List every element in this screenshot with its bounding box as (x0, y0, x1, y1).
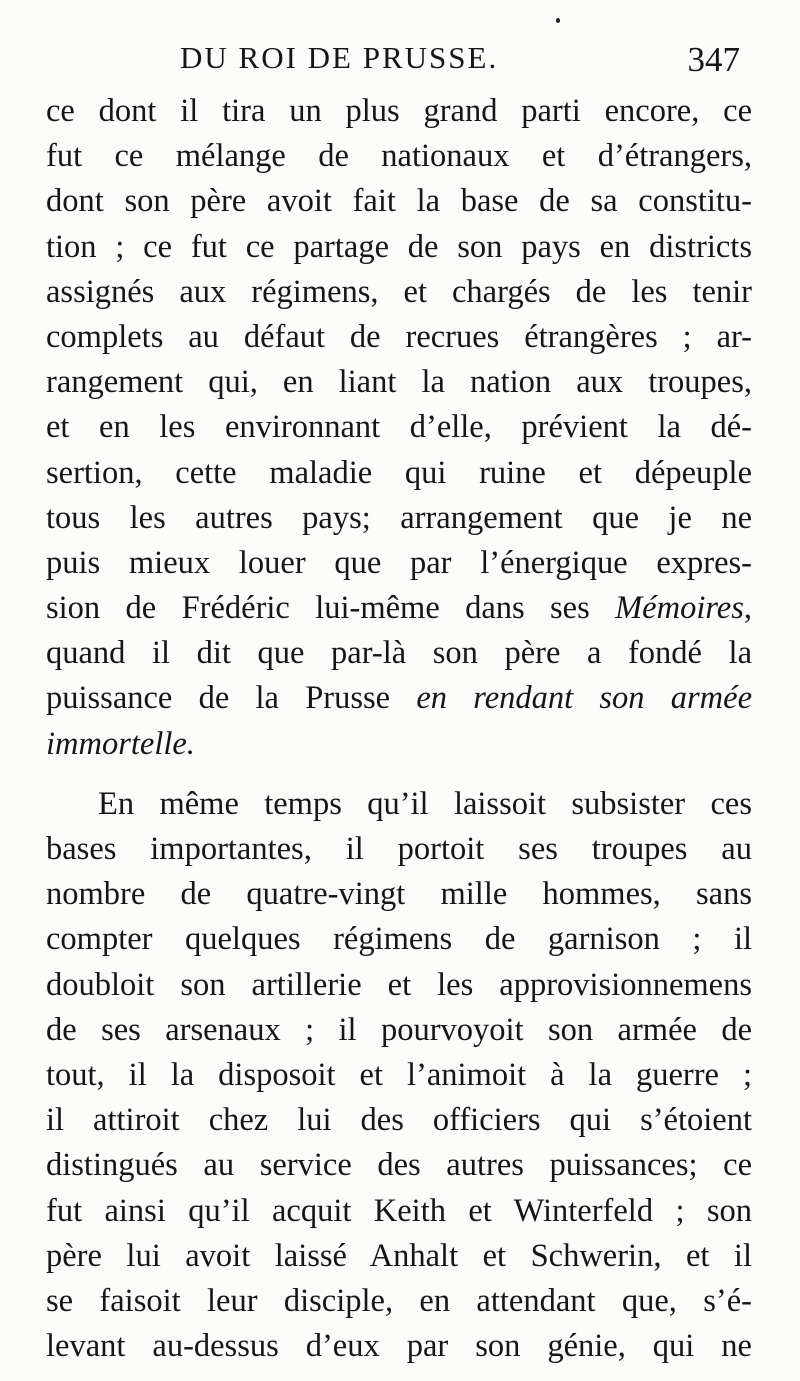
text-line: tous les autres pays; arrangement que je ne (46, 499, 752, 536)
text-segment: puissance de la Prusse (46, 680, 417, 717)
text-line: puis mieux louer que par l’énergique expres- (46, 544, 752, 581)
text-line: tout, il la disposoit et l’animoit à la guerre ; (46, 1056, 752, 1093)
text-line (46, 722, 752, 767)
text-line: sertion, cette maladie qui ruine et dépeuple (46, 454, 752, 491)
text-line: et en les environnant d’elle, prévient la dé- (46, 409, 752, 446)
text-segment: , (743, 590, 752, 627)
italic-phrase: immortelle. (46, 725, 195, 762)
text-segment: sion de Frédéric lui-même dans ses (46, 590, 616, 627)
text-line: bases importantes, il portoit ses troupes au (46, 831, 752, 867)
running-title: DU ROI DE PRUSSE. (180, 40, 499, 75)
text-line: En même temps qu’il laissoit subsister ces (98, 785, 752, 822)
text-line: ce dont il tira un plus grand parti encore, ce (46, 93, 752, 129)
italic-phrase: en rendant son armée (416, 680, 752, 717)
text-line: tion ; ce fut ce partage de son pays en districts (46, 228, 752, 265)
text-line: nombre de quatre-vingt mille hommes, sans (46, 876, 752, 913)
text-line: distingués au service des autres puissances; ce (46, 1147, 752, 1184)
italic-title: Mémoires (615, 590, 744, 627)
page-header (180, 40, 740, 90)
text-line: quand il dit que par-là son père a fondé la (46, 635, 752, 672)
text-line: fut ce mélange de nationaux et d’étrangers, (46, 138, 752, 175)
paragraph-1 (46, 89, 752, 767)
ink-speck (556, 18, 560, 23)
page-number: 347 (687, 40, 740, 79)
text-line (46, 586, 752, 631)
text-line: complets au défaut de recrues étrangères ; ar- (46, 318, 752, 355)
text-line: père lui avoit laissé Anhalt et Schwerin, et il (46, 1237, 752, 1274)
text-line: doubloit son artillerie et les approvisionnemens (46, 966, 752, 1003)
text-line: rangement qui, en liant la nation aux troupes, (46, 364, 752, 401)
text-line: assignés aux régimens, et chargés de les tenir (46, 273, 752, 310)
text-line: compter quelques régimens de garnison ; il (46, 921, 752, 958)
text-line: fut ainsi qu’il acquit Keith et Winterfeld ; son (46, 1192, 752, 1229)
text-line: de ses arsenaux ; il pourvoyoit son armée de (46, 1011, 752, 1048)
text-line: dont son père avoit fait la base de sa constitu- (46, 183, 752, 220)
paragraph-2 (46, 782, 752, 1369)
text-line (46, 676, 752, 721)
text-line: il attiroit chez lui des officiers qui s’étoient (46, 1102, 752, 1139)
body-text (46, 89, 752, 1369)
text-line: levant au-dessus d’eux par son génie, qui ne (46, 1328, 752, 1365)
text-line: se faisoit leur disciple, en attendant que, s’é- (46, 1282, 752, 1319)
